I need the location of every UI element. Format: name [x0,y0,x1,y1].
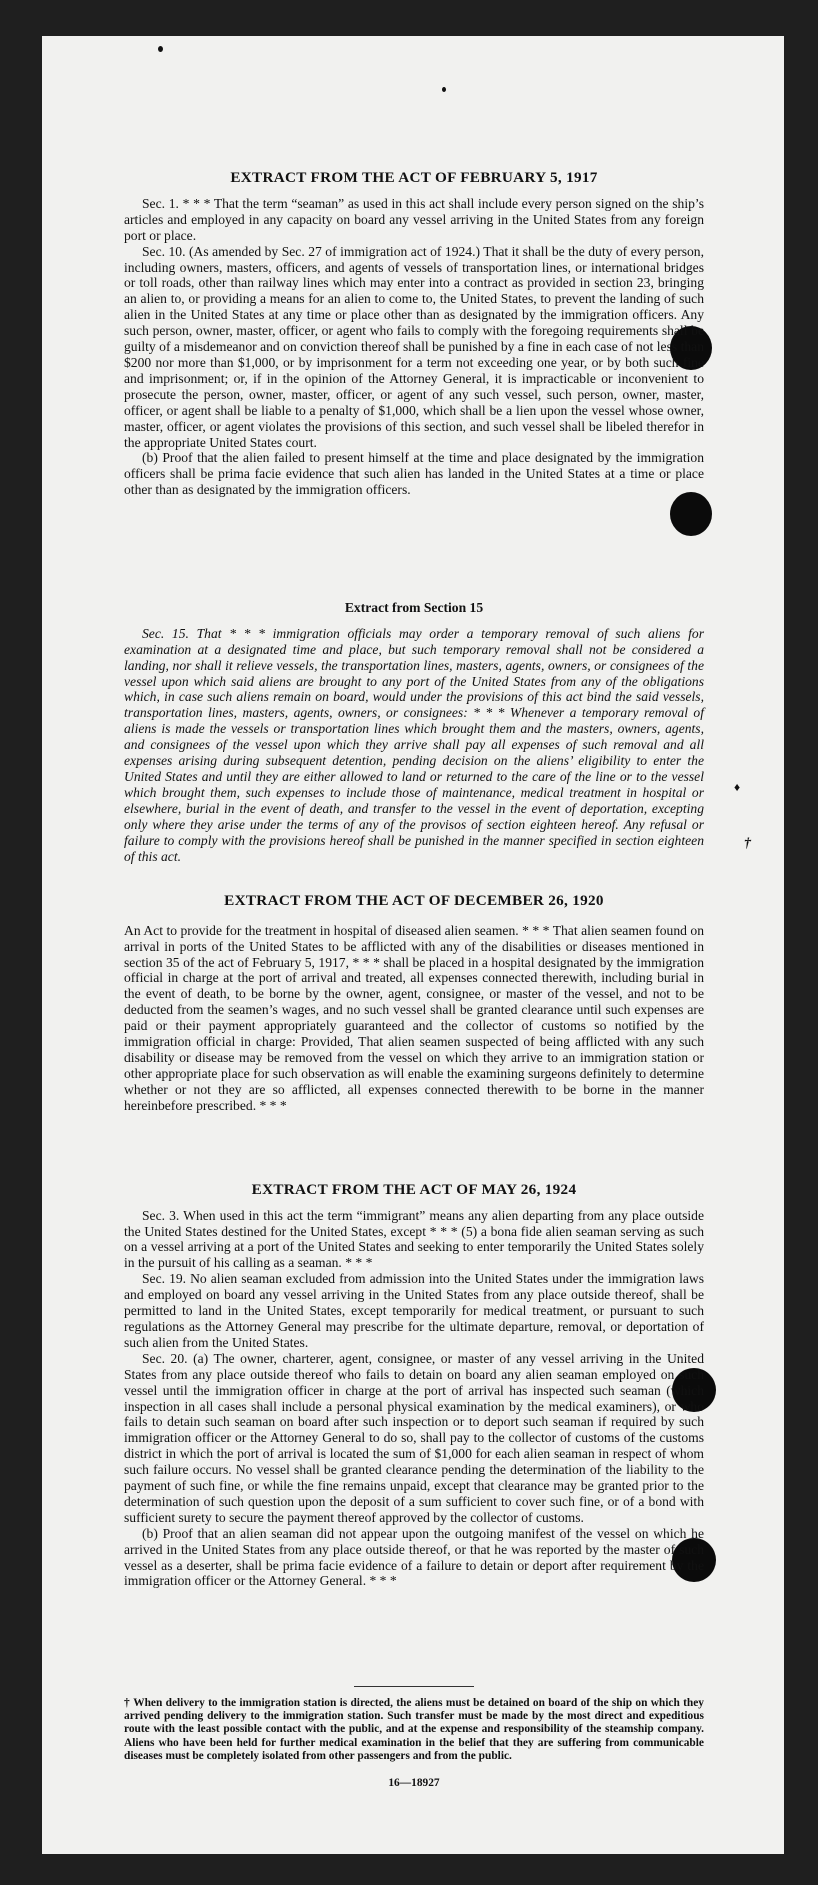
paragraph: (b) Proof that the alien failed to present himself at the time and place designated by the immigration officers shall be prima facie evidence that such alien has landed in the United States at a time or place other than as designated by the immigration officers. [124,450,704,498]
footnote [124,1697,704,1764]
page-number: 16—18927 [388,1776,440,1789]
paragraph: An Act to provide for the treatment in hospital of diseased alien seamen. * * * That alien seamen found on arrival in ports of the United States to be afflicted with any of the disabilities or diseases mentioned in section 35 of the act of February 5, 1917, * * * shall be placed in a hospital designated by the immigration official in charge at the port of arrival and treated, all expenses connected therewith, including burial in the event of death, to be borne by the owner, agent, consignee, or master of the vessel, and not to be deducted from the seamen’s wages, and no such vessel shall be granted clearance until such expenses are paid or their payment appropriately guaranteed and the collector of customs so notified by the immigration official in charge: Provided, That alien seamen suspected of being afflicted with any such disability or disease may be removed from the vessel on which they arrive to an immigration station or other appropriate place for such observation as will enable the examining surgeons definitely to determine whether or not they are so afflicted, all expenses connected therewith to be borne in the manner hereinbefore prescribed. * * * [124,922,704,1113]
margin-mark: ♦ [734,780,741,794]
heading-act-may-1924: EXTRACT FROM THE ACT OF MAY 26, 1924 [251,1180,577,1198]
footnote-text: † When delivery to the immigration station is directed, the aliens must be detained on board of the ship on which they arrived pending delivery to the immigration station. Such transfer must be made by the most direct and expeditious route with the least possible contact with the public, and at the expense and responsibility of the steamship company. Aliens who have been held for further medical examination in the belief that they are suffering from communicable diseases must be completely isolated from other passengers and from the public. [124,1696,704,1763]
paragraph: Sec. 3. When used in this act the term “immigrant” means any alien departing from any place outside the United States destined for the United States, except * * * (5) a bona fide alien seaman serving as such on a vessel arriving at a port of the United States and seeking to enter temporarily the United States solely in the pursuit of his calling as a seaman. * * * [124,1207,704,1271]
act-may-1924-body [124,1208,704,1664]
heading-act-feb-1917: EXTRACT FROM THE ACT OF FEBRUARY 5, 1917 [230,169,598,186]
document-body [124,170,704,1792]
paragraph: Sec. 10. (As amended by Sec. 27 of immigration act of 1924.) That it shall be the duty of every person, including owners, masters, officers, and agents of vessels of transportation lines, or international bridges or toll roads, other than railway lines which may enter into a contract as provided in section 23, bringing an alien to, or providing a means for an alien to come to, the United States, to prevent the landing of such alien in the United States at any time or place other than as designated by the immigration officers. Any such person, owner, master, officer, or agent who fails to comply with the foregoing requirements shall be guilty of a misdemeanor and on conviction thereof shall be punished by a fine in each case of not less than $200 nor more than $1,000, or by imprisonment for a term not exceeding one year, or by both such fine and imprisonment; or, if in the opinion of the Attorney General, it is impracticable or inconvenient to prosecute the person, owner, master, officer, or agent of any such vessel, such person, owner, master, officer, or agent shall be liable to a penalty of $1,000, which shall be a lien upon the vessel whose owner, master, officer, or agent violates the provisions of this section, and such vessel shall be libeled therefor in the appropriate United States court. [124,243,704,450]
paper-speck [158,46,163,52]
paragraph: Sec. 19. No alien seaman excluded from admission into the United States under the immigration laws and employed on board any vessel arriving in the United States from any place outside thereof, shall be permitted to land in the United States, except temporarily for medical treatment, or pursuant to such regulations as the Attorney General may prescribe for the ultimate departure, removal, or deportation of such alien from the United States. [124,1271,704,1350]
paragraph: Sec. 15. That * * * immigration officials may order a temporary removal of such aliens for examination at a designated time and place, but such temporary removal shall not be considered a landing, nor shall it relieve vessels, the transportation lines, masters, agents, owners, or consignees of the vessel upon which said aliens are brought to any port of the United States from any of the obligations which, in case such aliens remain on board, would under the provisions of this act bind the said vessels, transportation lines, masters, agents, owners, or consignees: * * * Whenever a temporary removal of aliens is made the vessels or transportation lines which brought them and the masters, owners, agents, and consignees of the vessel upon which they arrive shall pay all expenses of such removal and all expenses arising during subsequent detention, pending decision on the aliens’ eligibility to enter the United States and until they are either allowed to land or returned to the care of the line or to the vessel which brought them, such expenses to include those of maintenance, medical treatment in hospital or elsewhere, burial in the event of death, and transfer to the vessel in the event of deportation, excepting only where they arise under the terms of any of the provisos of section eighteen hereof. Any refusal or failure to comply with the provisions hereof shall be punished in the manner specified in section eighteen of this act. [124,625,704,864]
heading-section-15: Extract from Section 15 [344,599,484,615]
paragraph: Sec. 1. * * * That the term “seaman” as used in this act shall include every person signed on the ship’s articles and employed in any capacity on board any vessel arriving in the United States from any foreign port or place. [124,195,704,243]
footnote-divider [354,1686,474,1687]
paragraph: Sec. 20. (a) The owner, charterer, agent, consignee, or master of any vessel arriving in the United States from any place outside thereof who fails to detain on board any alien seaman employed on such vessel until the immigration officer in charge at the port of arrival has inspected such seaman (which inspection in all cases shall include a personal physical examination by the medical examiners), or who fails to detain such seaman on board after such inspection or to deport such seaman if required by such immigration officer or the Attorney General to do so, shall pay to the collector of customs of the customs district in which the port of arrival is located the sum of $1,000 for each alien seaman in respect of whom such failure occurs. No vessel shall be granted clearance pending the determination of the liability to the payment of such fine, or while the fine remains unpaid, except that clearance may be granted prior to the determination of such question upon the deposit of a sum sufficient to cover such fine, or of a bond with sufficient surety to secure the payment thereof approved by the collector of customs. [124,1350,704,1525]
heading-act-dec-1920: EXTRACT FROM THE ACT OF DECEMBER 26, 1920 [224,891,604,909]
document-page [42,36,784,1854]
act-dec-1920-body [124,923,704,1167]
section-1-and-10 [124,196,704,590]
section-15 [124,626,704,880]
paper-speck [442,87,446,92]
paragraph: (b) Proof that an alien seaman did not appear upon the outgoing manifest of the vessel on which he arrived in the United States from any place outside thereof, or that he was reported by the master of such vessel as a deserter, shall be prima facie evidence of a failure to detain or deport after requirement by the immigration officer or the Attorney General. * * * [124,1525,704,1589]
margin-mark: † [744,836,751,851]
